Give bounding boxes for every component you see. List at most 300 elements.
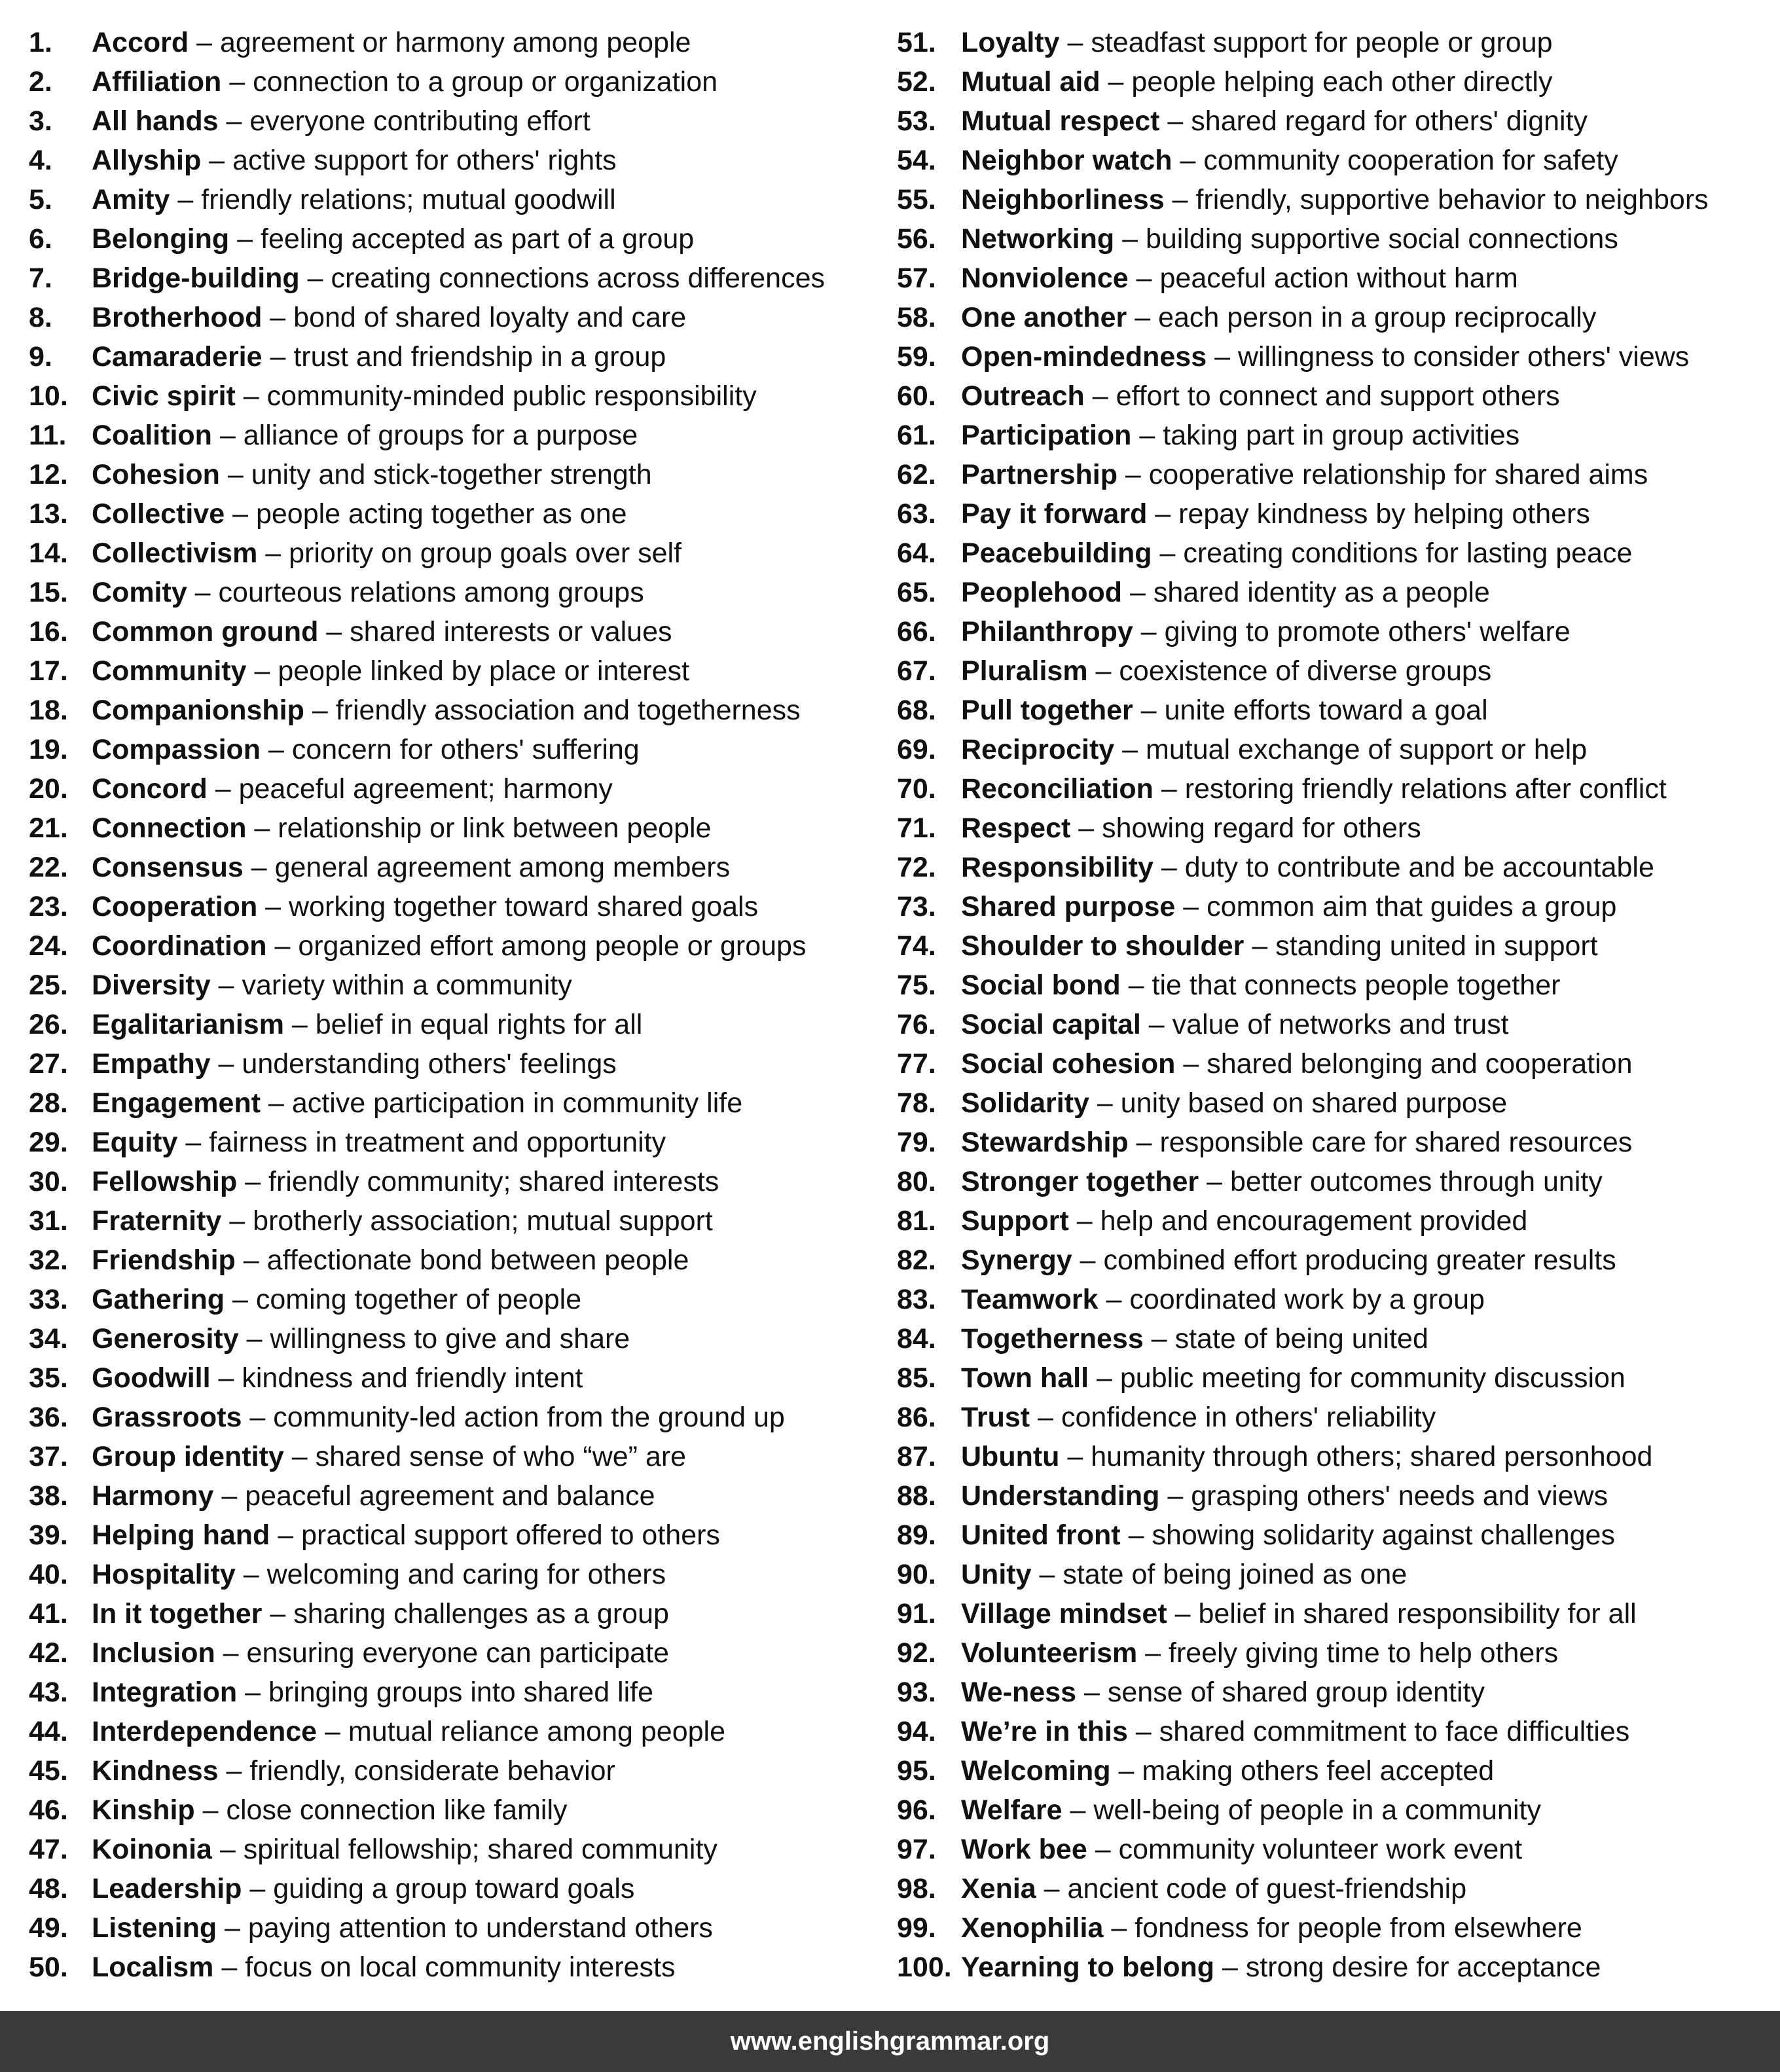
entry-separator: – — [283, 1009, 316, 1040]
entry-text — [92, 376, 757, 416]
entry-definition: people linked by place or interest — [278, 655, 689, 687]
entry-number: 96. — [897, 1794, 936, 1826]
entry-separator: – — [1152, 537, 1184, 569]
entry-term: Responsibility — [961, 852, 1153, 883]
entry-text — [961, 1044, 1632, 1083]
entry-text — [92, 62, 717, 101]
entry-number: 47. — [29, 1834, 68, 1865]
entry-term: Coordination — [92, 930, 267, 962]
entry-separator: – — [1131, 420, 1163, 451]
entry-text — [92, 1201, 713, 1241]
entry-definition: peaceful action without harm — [1159, 263, 1518, 294]
entry-text — [92, 455, 652, 494]
word-entry — [29, 1437, 873, 1476]
entry-separator: – — [1087, 655, 1119, 687]
word-entry — [29, 1476, 873, 1516]
entry-term: Trust — [961, 1402, 1030, 1433]
entry-separator: – — [1128, 263, 1160, 294]
word-entry — [29, 1083, 873, 1123]
word-entry — [897, 1594, 1774, 1633]
entry-text — [961, 848, 1654, 887]
entry-number: 3. — [29, 105, 52, 137]
word-entry — [29, 1673, 873, 1712]
entry-number: 62. — [897, 459, 936, 490]
entry-definition: shared interests or values — [350, 616, 672, 647]
entry-term: Civic spirit — [92, 380, 236, 412]
entry-number: 61. — [897, 420, 936, 451]
entry-text — [961, 141, 1618, 180]
entry-text — [92, 1319, 630, 1358]
entry-definition: unity based on shared purpose — [1120, 1087, 1508, 1119]
entry-term: Philanthropy — [961, 616, 1133, 647]
word-entry — [897, 809, 1774, 848]
entry-term: Xenophilia — [961, 1912, 1104, 1944]
entry-term: Goodwill — [92, 1362, 211, 1394]
entry-definition: understanding others' feelings — [242, 1048, 617, 1080]
entry-text — [961, 1516, 1615, 1555]
entry-number: 38. — [29, 1480, 68, 1512]
entry-number: 34. — [29, 1323, 68, 1354]
entry-number: 37. — [29, 1441, 68, 1472]
word-entry — [897, 966, 1774, 1005]
entry-separator: – — [242, 1873, 274, 1904]
word-entry — [29, 1830, 873, 1869]
entry-definition: active participation in community life — [291, 1087, 743, 1119]
entry-separator: – — [207, 773, 239, 805]
entry-number: 87. — [897, 1441, 936, 1472]
entry-term: Peacebuilding — [961, 537, 1152, 569]
entry-term: Social bond — [961, 970, 1121, 1001]
entry-text — [92, 1830, 717, 1869]
entry-definition: shared sense of who “we” are — [315, 1441, 687, 1472]
entry-separator: – — [261, 1087, 292, 1119]
entry-number: 86. — [897, 1402, 936, 1433]
entry-definition: working together toward shared goals — [289, 891, 759, 922]
word-entry — [897, 1162, 1774, 1201]
entry-text — [961, 926, 1598, 966]
word-entry — [897, 376, 1774, 416]
entry-number: 40. — [29, 1559, 68, 1590]
entry-definition: grasping others' needs and views — [1191, 1480, 1608, 1512]
entry-separator: – — [246, 812, 278, 844]
word-entry — [897, 1869, 1774, 1908]
entry-definition: freely giving time to help others — [1169, 1637, 1559, 1669]
word-entry — [897, 1083, 1774, 1123]
entry-definition: shared commitment to face difficulties — [1159, 1716, 1630, 1747]
entry-definition: concern for others' suffering — [291, 734, 640, 765]
entry-definition: organized effort among people or groups — [298, 930, 807, 962]
entry-separator: – — [299, 263, 331, 294]
entry-number: 13. — [29, 498, 68, 530]
word-entry — [29, 1751, 873, 1790]
entry-definition: each person in a group reciprocally — [1158, 302, 1597, 333]
entry-text — [961, 1241, 1616, 1280]
entry-definition: willingness to consider others' views — [1237, 341, 1690, 373]
entry-text — [92, 1437, 686, 1476]
entry-term: Pay it forward — [961, 498, 1148, 530]
entry-number: 66. — [897, 616, 936, 647]
word-entry — [897, 1712, 1774, 1751]
entry-term: Volunteerism — [961, 1637, 1138, 1669]
entry-definition: close connection like family — [226, 1794, 568, 1826]
entry-text — [961, 1594, 1637, 1633]
entry-definition: connection to a group or organization — [253, 66, 718, 98]
entry-definition: bringing groups into shared life — [268, 1677, 654, 1708]
entry-definition: practical support offered to others — [301, 1519, 720, 1551]
word-entry — [29, 298, 873, 337]
entry-text — [961, 730, 1587, 769]
entry-term: Stronger together — [961, 1166, 1199, 1197]
entry-term: Networking — [961, 223, 1115, 255]
entry-definition: restoring friendly relations after conflict — [1184, 773, 1667, 805]
entry-number: 92. — [897, 1637, 936, 1669]
entry-number: 24. — [29, 930, 68, 962]
entry-number: 59. — [897, 341, 936, 373]
word-entry — [897, 573, 1774, 612]
entry-separator: – — [221, 66, 253, 98]
entry-text — [92, 494, 627, 534]
entry-text — [961, 1123, 1632, 1162]
word-entry — [29, 337, 873, 376]
entry-separator: – — [201, 145, 233, 176]
entry-number: 57. — [897, 263, 936, 294]
entry-term: Accord — [92, 27, 189, 58]
entry-number: 44. — [29, 1716, 68, 1747]
entry-text — [961, 1280, 1485, 1319]
word-entry — [897, 62, 1774, 101]
entry-term: Empathy — [92, 1048, 211, 1080]
entry-text — [961, 1476, 1608, 1516]
entry-number: 90. — [897, 1559, 936, 1590]
entry-text — [92, 809, 711, 848]
entry-text — [961, 1790, 1541, 1830]
word-entry — [897, 1319, 1774, 1358]
entry-definition: brotherly association; mutual support — [253, 1205, 713, 1237]
entry-text — [92, 612, 672, 651]
entry-separator: – — [210, 1048, 242, 1080]
entry-text — [92, 769, 613, 809]
entry-separator: – — [213, 1480, 245, 1512]
entry-term: Cohesion — [92, 459, 220, 490]
entry-definition: fairness in treatment and opportunity — [209, 1127, 666, 1158]
entry-text — [92, 141, 617, 180]
entry-term: Coalition — [92, 420, 212, 451]
word-entry — [897, 1280, 1774, 1319]
entry-separator: – — [304, 695, 336, 726]
entry-definition: courteous relations among groups — [218, 577, 644, 608]
entry-separator: – — [1175, 1048, 1207, 1080]
entry-term: Reconciliation — [961, 773, 1153, 805]
entry-text — [961, 651, 1491, 691]
entry-term: Engagement — [92, 1087, 261, 1119]
entry-separator: – — [1167, 1598, 1199, 1629]
entry-text — [92, 1516, 720, 1555]
entry-separator: – — [1127, 1716, 1159, 1747]
entry-separator: – — [1062, 1794, 1094, 1826]
entry-term: Belonging — [92, 223, 230, 255]
entry-definition: sense of shared group identity — [1107, 1677, 1485, 1708]
word-entry — [897, 926, 1774, 966]
entry-separator: – — [215, 1637, 247, 1669]
entry-text — [961, 1319, 1428, 1358]
entry-definition: relationship or link between people — [278, 812, 712, 844]
entry-separator: – — [1127, 302, 1159, 333]
entry-number: 12. — [29, 459, 68, 490]
entry-number: 9. — [29, 341, 52, 373]
entry-definition: general agreement among members — [274, 852, 731, 883]
entry-definition: responsible care for shared resources — [1159, 1127, 1633, 1158]
entry-number: 22. — [29, 852, 68, 883]
entry-text — [92, 1790, 568, 1830]
entry-term: Generosity — [92, 1323, 239, 1354]
entry-number: 10. — [29, 380, 68, 412]
entry-definition: focus on local community interests — [245, 1952, 676, 1983]
entry-text — [92, 1633, 669, 1673]
word-entry — [29, 809, 873, 848]
entry-number: 16. — [29, 616, 68, 647]
word-entry — [897, 651, 1774, 691]
entry-separator: – — [1172, 145, 1204, 176]
entry-separator: – — [1110, 1755, 1142, 1787]
entry-number: 51. — [897, 27, 936, 58]
entry-definition: agreement or harmony among people — [219, 27, 691, 58]
entry-text — [92, 1398, 785, 1437]
entry-number: 83. — [897, 1284, 936, 1315]
entry-term: Collective — [92, 498, 225, 530]
right-word-column — [897, 23, 1774, 1987]
entry-text — [961, 1162, 1603, 1201]
word-entry — [897, 1123, 1774, 1162]
entry-term: Peoplehood — [961, 577, 1123, 608]
entry-separator: – — [1114, 223, 1146, 255]
word-entry — [29, 730, 873, 769]
entry-number: 39. — [29, 1519, 68, 1551]
entry-number: 15. — [29, 577, 68, 608]
entry-separator: – — [1159, 1480, 1191, 1512]
entry-term: Town hall — [961, 1362, 1089, 1394]
entry-definition: community-minded public responsibility — [266, 380, 757, 412]
entry-number: 20. — [29, 773, 68, 805]
entry-definition: everyone contributing effort — [249, 105, 590, 137]
word-entry — [29, 494, 873, 534]
entry-separator: – — [1164, 184, 1196, 215]
entry-term: Gathering — [92, 1284, 225, 1315]
entry-separator: – — [213, 1952, 245, 1983]
entry-separator: – — [1128, 1127, 1160, 1158]
entry-term: Village mindset — [961, 1598, 1167, 1629]
entry-text — [92, 573, 644, 612]
entry-definition: combined effort producing greater results — [1103, 1245, 1616, 1276]
entry-term: Welcoming — [961, 1755, 1111, 1787]
word-entry — [29, 1319, 873, 1358]
entry-definition: trust and friendship in a group — [293, 341, 666, 373]
entry-number: 88. — [897, 1480, 936, 1512]
entry-term: Interdependence — [92, 1716, 318, 1747]
word-entry — [897, 23, 1774, 62]
entry-number: 78. — [897, 1087, 936, 1119]
entry-separator: – — [1089, 1087, 1121, 1119]
entry-separator: – — [262, 302, 294, 333]
word-entry — [897, 494, 1774, 534]
entry-text — [961, 180, 1709, 219]
entry-number: 18. — [29, 695, 68, 726]
entry-number: 28. — [29, 1087, 68, 1119]
entry-number: 1. — [29, 27, 52, 58]
entry-separator: – — [1084, 380, 1116, 412]
word-entry — [897, 1555, 1774, 1594]
entry-separator: – — [1153, 773, 1185, 805]
word-entry — [897, 101, 1774, 141]
entry-separator: – — [219, 459, 251, 490]
entry-number: 21. — [29, 812, 68, 844]
word-entry — [897, 1476, 1774, 1516]
entry-definition: duty to contribute and be accountable — [1184, 852, 1654, 883]
entry-separator: – — [1175, 891, 1207, 922]
entry-term: Fraternity — [92, 1205, 222, 1237]
entry-separator: – — [1140, 1009, 1172, 1040]
entry-separator: – — [211, 420, 244, 451]
entry-number: 36. — [29, 1402, 68, 1433]
entry-text — [92, 1751, 615, 1790]
entry-number: 77. — [897, 1048, 936, 1080]
entry-definition: making others feel accepted — [1142, 1755, 1495, 1787]
entry-definition: guiding a group toward goals — [273, 1873, 635, 1904]
entry-separator: – — [262, 1598, 294, 1629]
entry-number: 41. — [29, 1598, 68, 1629]
entry-definition: community cooperation for safety — [1203, 145, 1618, 176]
entry-number: 89. — [897, 1519, 936, 1551]
entry-text — [92, 1908, 713, 1948]
entry-separator: – — [237, 1166, 268, 1197]
word-entry — [29, 1869, 873, 1908]
entry-text — [92, 1005, 642, 1044]
entry-separator: – — [1214, 1952, 1246, 1983]
entry-definition: friendly community; shared interests — [268, 1166, 719, 1197]
entry-term: Diversity — [92, 970, 211, 1001]
entry-separator: – — [1207, 341, 1238, 373]
word-entry — [897, 1790, 1774, 1830]
word-entry — [897, 219, 1774, 259]
entry-term: Shared purpose — [961, 891, 1176, 922]
entry-definition: well-being of people in a community — [1093, 1794, 1541, 1826]
entry-term: Concord — [92, 773, 208, 805]
entry-definition: affectionate bond between people — [266, 1245, 689, 1276]
entry-separator: – — [210, 970, 242, 1001]
entry-text — [961, 1201, 1527, 1241]
word-entry — [897, 1948, 1774, 1987]
word-entry — [897, 691, 1774, 730]
entry-term: Allyship — [92, 145, 202, 176]
word-entry — [29, 259, 873, 298]
entry-separator: – — [1068, 1205, 1100, 1237]
word-entry — [29, 1241, 873, 1280]
entry-text — [961, 1083, 1507, 1123]
word-entry — [897, 1398, 1774, 1437]
entry-term: Social capital — [961, 1009, 1141, 1040]
entry-separator: – — [238, 1323, 270, 1354]
entry-separator: – — [317, 1716, 348, 1747]
entry-text — [92, 1673, 653, 1712]
entry-text — [961, 1437, 1652, 1476]
footer-banner — [0, 2011, 1780, 2072]
word-entry — [897, 337, 1774, 376]
entry-number: 76. — [897, 1009, 936, 1040]
entry-term: Kindness — [92, 1755, 219, 1787]
entry-text — [961, 1555, 1407, 1594]
entry-definition: variety within a community — [242, 970, 572, 1001]
entry-definition: unite efforts toward a goal — [1164, 695, 1488, 726]
entry-definition: state of being joined as one — [1063, 1559, 1408, 1590]
entry-separator: – — [225, 498, 256, 530]
entry-text — [92, 1280, 581, 1319]
entry-term: Listening — [92, 1912, 217, 1944]
entry-number: 19. — [29, 734, 68, 765]
entry-text — [961, 1398, 1436, 1437]
word-entry — [29, 887, 873, 926]
entry-number: 26. — [29, 1009, 68, 1040]
word-entry — [897, 1673, 1774, 1712]
entry-number: 14. — [29, 537, 68, 569]
entry-text — [961, 259, 1518, 298]
entry-definition: creating conditions for lasting peace — [1183, 537, 1633, 569]
entry-text — [92, 534, 681, 573]
entry-separator: – — [1120, 970, 1152, 1001]
word-entry — [897, 298, 1774, 337]
entry-definition: feeling accepted as part of a group — [261, 223, 695, 255]
entry-definition: effort to connect and support others — [1116, 380, 1560, 412]
word-entry — [897, 1201, 1774, 1241]
entry-text — [92, 1044, 617, 1083]
entry-number: 74. — [897, 930, 936, 962]
entry-definition: mutual reliance among people — [348, 1716, 725, 1747]
entry-separator: – — [1122, 577, 1153, 608]
entry-text — [961, 219, 1618, 259]
entry-text — [961, 573, 1490, 612]
entry-term: Localism — [92, 1952, 214, 1983]
entry-term: Loyalty — [961, 27, 1060, 58]
entry-term: United front — [961, 1519, 1121, 1551]
entry-text — [92, 1869, 634, 1908]
entry-separator: – — [210, 1362, 242, 1394]
entry-definition: public meeting for community discussion — [1119, 1362, 1626, 1394]
entry-text — [961, 1830, 1522, 1869]
entry-term: Work bee — [961, 1834, 1087, 1865]
entry-definition: shared identity as a people — [1153, 577, 1490, 608]
left-word-column — [29, 23, 873, 1987]
entry-number: 81. — [897, 1205, 936, 1237]
entry-text — [961, 1948, 1601, 1987]
entry-separator: – — [257, 891, 289, 922]
entry-definition: confidence in others' reliability — [1061, 1402, 1436, 1433]
entry-number: 42. — [29, 1637, 68, 1669]
entry-term: Shoulder to shoulder — [961, 930, 1244, 962]
entry-definition: ancient code of guest-friendship — [1067, 1873, 1467, 1904]
entry-term: Bridge-building — [92, 263, 300, 294]
entry-definition: kindness and friendly intent — [242, 1362, 583, 1394]
entry-separator: – — [1031, 1559, 1063, 1590]
word-entry — [897, 416, 1774, 455]
entry-term: Affiliation — [92, 66, 222, 98]
entry-term: Equity — [92, 1127, 178, 1158]
entry-term: Outreach — [961, 380, 1085, 412]
word-entry — [897, 1908, 1774, 1948]
word-entry — [29, 219, 873, 259]
entry-definition: priority on group goals over self — [289, 537, 682, 569]
footer-url: www.englishgrammar.org — [730, 2027, 1050, 2056]
entry-text — [961, 1869, 1466, 1908]
entry-separator: – — [218, 105, 250, 137]
word-entry — [29, 1358, 873, 1398]
